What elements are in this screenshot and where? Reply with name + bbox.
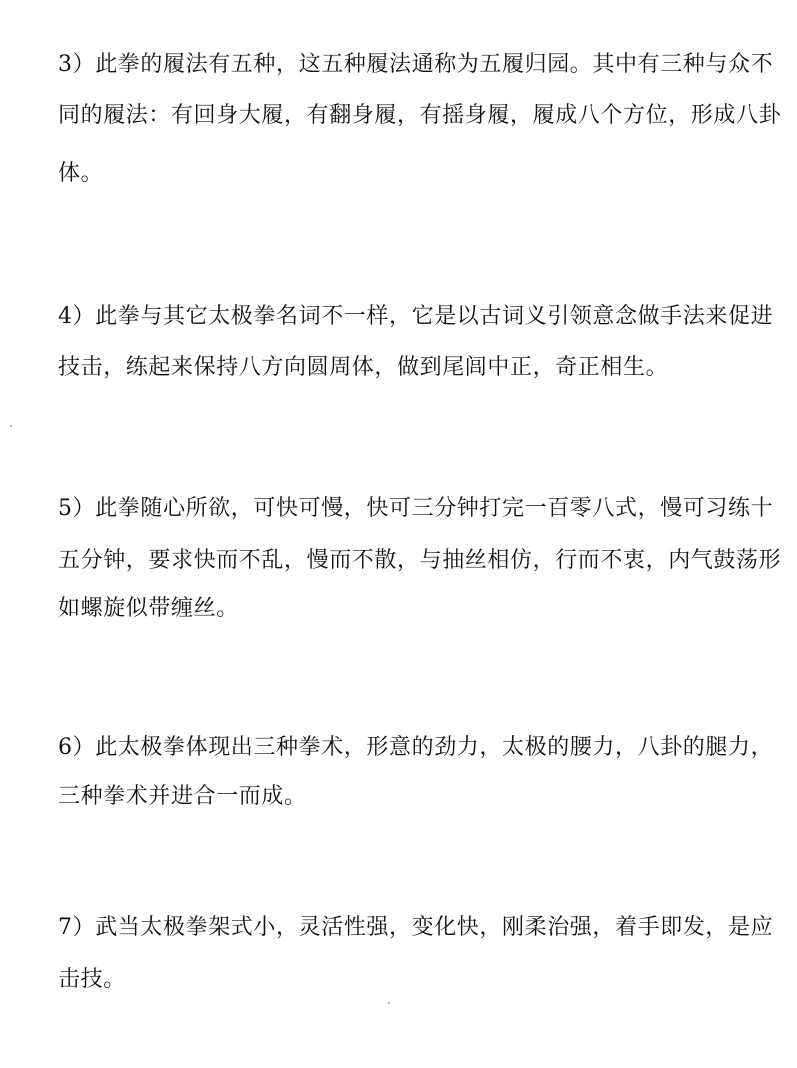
paragraph-6-line-1: 6）此太极拳体现出三种拳术，形意的劲力，太极的腰力，八卦的腿力， [58, 735, 774, 760]
paragraph-5-line-1: 5）此拳随心所欲，可快可慢，快可三分钟打完一百零八式，慢可习练十 [58, 496, 774, 521]
paragraph-3-line-3: 体。 [58, 161, 104, 186]
scan-speck [388, 1002, 390, 1004]
paragraph-7-line-2: 击技。 [58, 967, 126, 992]
paragraph-6-line-2: 三种拳术并进合一而成。 [58, 784, 307, 809]
paragraph-4-line-1: 4）此拳与其它太极拳名词不一样，它是以古词义引领意念做手法来促进 [58, 304, 774, 329]
paragraph-7-line-1: 7）武当太极拳架式小，灵活性强，变化快，刚柔治强，着手即发，是应 [58, 915, 774, 940]
paragraph-3-line-1: 3）此拳的履法有五种，这五种履法通称为五履归园。其中有三种与众不 [58, 52, 774, 77]
paragraph-4-line-2: 技击，练起来保持八方向圆周体，做到尾闾中正，奇正相生。 [58, 355, 669, 380]
scan-speck [10, 425, 12, 427]
paragraph-5-line-2: 五分钟，要求快而不乱，慢而不散，与抽丝相仿，行而不衷，内气鼓荡形 [58, 548, 782, 573]
paragraph-5-line-3: 如螺旋似带缠丝。 [58, 596, 239, 621]
paragraph-3-line-2: 同的履法：有回身大履，有翻身履，有摇身履，履成八个方位，形成八卦 [58, 103, 782, 128]
